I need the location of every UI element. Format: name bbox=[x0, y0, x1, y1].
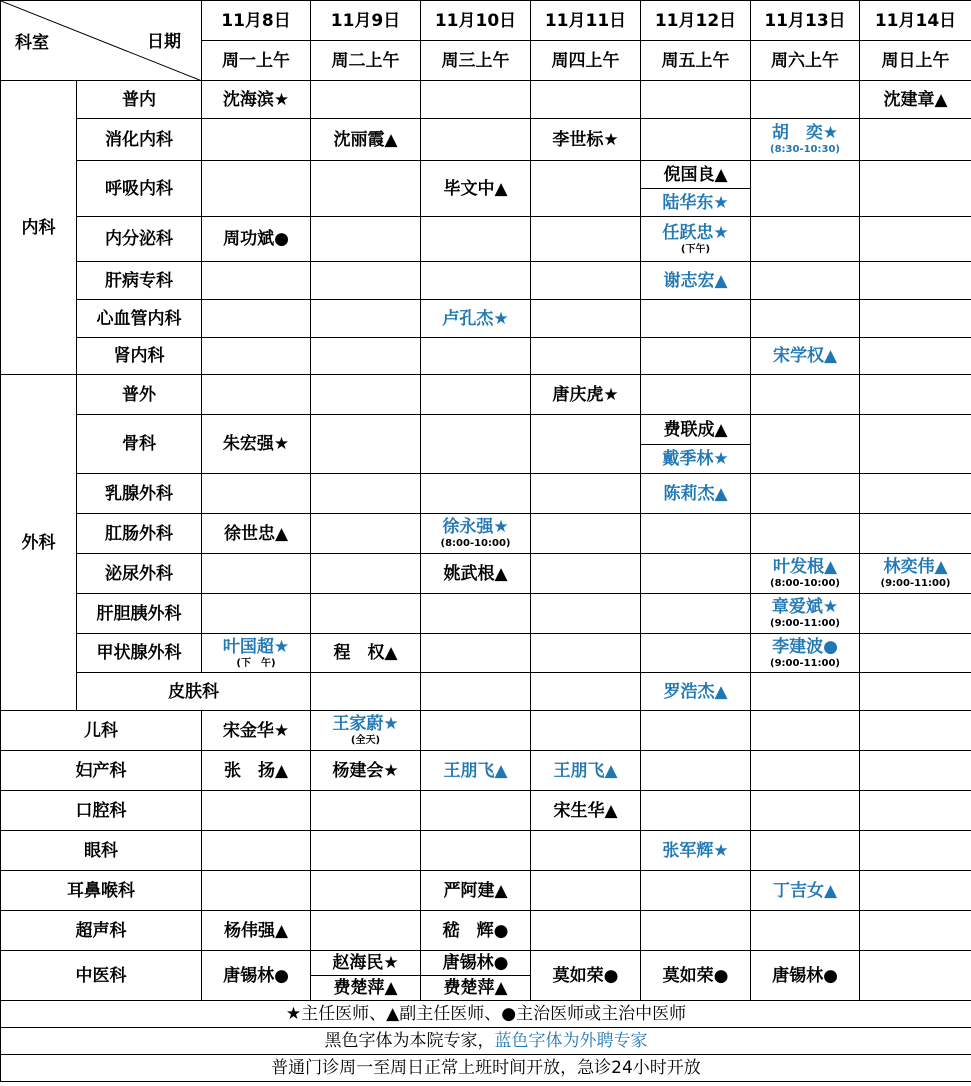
empty-cell bbox=[860, 711, 971, 751]
doctor-cell: 费联成▲ bbox=[641, 415, 751, 445]
doctor-cell: 倪国良▲ bbox=[641, 161, 751, 189]
dept-label: 普外 bbox=[77, 375, 202, 415]
empty-cell bbox=[311, 673, 421, 711]
doctor-cell: 张军辉★ bbox=[641, 831, 751, 871]
doctor-cell: 王朋飞▲ bbox=[421, 751, 531, 791]
empty-cell bbox=[311, 871, 421, 911]
empty-cell bbox=[202, 554, 311, 594]
empty-cell bbox=[641, 119, 751, 161]
doctor-cell: 陈莉杰▲ bbox=[641, 474, 751, 514]
day-header: 周一上午 bbox=[202, 41, 311, 81]
empty-cell bbox=[531, 81, 641, 119]
dept-label: 乳腺外科 bbox=[77, 474, 202, 514]
empty-cell bbox=[641, 871, 751, 911]
dept-label: 中医科 bbox=[1, 951, 202, 1001]
corner-header bbox=[1, 1, 202, 81]
dept-label: 泌尿外科 bbox=[77, 554, 202, 594]
doctor-name: 王家蔚★ bbox=[332, 714, 399, 734]
color-note-black: 黑色字体为本院专家， bbox=[324, 1031, 495, 1051]
dept-label: 内分泌科 bbox=[77, 217, 202, 262]
doctor-cell: 程 权▲ bbox=[311, 634, 421, 673]
empty-cell bbox=[311, 161, 421, 217]
empty-cell bbox=[311, 81, 421, 119]
empty-cell bbox=[860, 262, 971, 300]
time-note: (8:00-10:00) bbox=[440, 538, 511, 549]
empty-cell bbox=[531, 161, 641, 217]
date-header: 11月10日 bbox=[421, 1, 531, 41]
doctor-cell bbox=[202, 634, 311, 673]
doctor-cell bbox=[860, 554, 971, 594]
day-header: 周日上午 bbox=[860, 41, 971, 81]
corner-date-label: 日期 bbox=[147, 32, 181, 52]
empty-cell bbox=[751, 415, 860, 474]
empty-cell bbox=[202, 338, 311, 375]
empty-cell bbox=[311, 415, 421, 474]
empty-cell bbox=[531, 871, 641, 911]
dept-label: 普内 bbox=[77, 81, 202, 119]
doctor-cell: 王朋飞▲ bbox=[531, 751, 641, 791]
day-header: 周二上午 bbox=[311, 41, 421, 81]
doctor-cell: 徐世忠▲ bbox=[202, 514, 311, 554]
doctor-cell: 陆华东★ bbox=[641, 189, 751, 217]
empty-cell bbox=[860, 514, 971, 554]
empty-cell bbox=[860, 474, 971, 514]
empty-cell bbox=[311, 831, 421, 871]
day-header: 周三上午 bbox=[421, 41, 531, 81]
doctor-cell: 李世标★ bbox=[531, 119, 641, 161]
empty-cell bbox=[421, 474, 531, 514]
empty-cell bbox=[641, 514, 751, 554]
empty-cell bbox=[531, 474, 641, 514]
empty-cell bbox=[641, 300, 751, 338]
day-header: 周五上午 bbox=[641, 41, 751, 81]
dept-label: 肛肠外科 bbox=[77, 514, 202, 554]
doctor-name: 徐永强★ bbox=[442, 517, 509, 537]
empty-cell bbox=[641, 554, 751, 594]
doctor-cell: 宋学权▲ bbox=[751, 338, 860, 375]
doctor-name: 任跃忠★ bbox=[662, 222, 729, 243]
empty-cell bbox=[311, 375, 421, 415]
date-header: 11月11日 bbox=[531, 1, 641, 41]
hours-note: 普通门诊周一至周日正常上班时间开放，急诊24小时开放 bbox=[1, 1055, 971, 1082]
dept-label: 皮肤科 bbox=[77, 673, 311, 711]
time-note: (下午) bbox=[680, 243, 711, 255]
empty-cell bbox=[751, 262, 860, 300]
empty-cell bbox=[421, 262, 531, 300]
doctor-cell bbox=[641, 217, 751, 262]
empty-cell bbox=[751, 81, 860, 119]
doctor-cell: 唐锡林● bbox=[202, 951, 311, 1001]
empty-cell bbox=[202, 262, 311, 300]
doctor-cell: 杨建会★ bbox=[311, 751, 421, 791]
dept-label: 妇产科 bbox=[1, 751, 202, 791]
corner-dept-label: 科室 bbox=[15, 33, 49, 53]
empty-cell bbox=[531, 262, 641, 300]
doctor-cell bbox=[751, 634, 860, 673]
empty-cell bbox=[421, 81, 531, 119]
empty-cell bbox=[641, 634, 751, 673]
doctor-cell: 姚武根▲ bbox=[421, 554, 531, 594]
time-note: (全天) bbox=[350, 735, 381, 746]
empty-cell bbox=[751, 711, 860, 751]
doctor-cell: 丁吉女▲ bbox=[751, 871, 860, 911]
empty-cell bbox=[641, 751, 751, 791]
empty-cell bbox=[202, 594, 311, 634]
date-header: 11月14日 bbox=[860, 1, 971, 41]
dept-label: 眼科 bbox=[1, 831, 202, 871]
doctor-cell bbox=[751, 594, 860, 634]
doctor-name: 章爱斌★ bbox=[771, 597, 839, 617]
empty-cell bbox=[641, 791, 751, 831]
empty-cell bbox=[202, 871, 311, 911]
doctor-cell: 宋生华▲ bbox=[531, 791, 641, 831]
empty-cell bbox=[202, 161, 311, 217]
empty-cell bbox=[421, 673, 531, 711]
empty-cell bbox=[751, 161, 860, 217]
doctor-cell: 毕文中▲ bbox=[421, 161, 531, 217]
doctor-name: 林奕伟▲ bbox=[883, 557, 948, 577]
doctor-name: 胡 奕★ bbox=[771, 123, 839, 143]
dept-label: 肾内科 bbox=[77, 338, 202, 375]
empty-cell bbox=[421, 338, 531, 375]
dept-label: 肝胆胰外科 bbox=[77, 594, 202, 634]
group-label-internal: 内科 bbox=[1, 81, 77, 375]
doctor-cell: 唐锡林● bbox=[421, 951, 531, 976]
empty-cell bbox=[421, 634, 531, 673]
time-note: (9:00-11:00) bbox=[770, 618, 840, 629]
empty-cell bbox=[751, 673, 860, 711]
group-label-surgery: 外科 bbox=[1, 375, 77, 711]
empty-cell bbox=[860, 951, 971, 1001]
doctor-cell: 周功斌● bbox=[202, 217, 311, 262]
empty-cell bbox=[860, 831, 971, 871]
empty-cell bbox=[751, 791, 860, 831]
empty-cell bbox=[860, 217, 971, 262]
date-header: 11月12日 bbox=[641, 1, 751, 41]
empty-cell bbox=[311, 554, 421, 594]
empty-cell bbox=[641, 338, 751, 375]
doctor-cell: 罗浩杰▲ bbox=[641, 673, 751, 711]
empty-cell bbox=[860, 119, 971, 161]
empty-cell bbox=[641, 711, 751, 751]
doctor-cell: 戴季林★ bbox=[641, 445, 751, 474]
empty-cell bbox=[531, 300, 641, 338]
doctor-name: 叶发根▲ bbox=[772, 557, 838, 577]
doctor-cell: 严阿建▲ bbox=[421, 871, 531, 911]
empty-cell bbox=[531, 415, 641, 474]
time-note: (下 午) bbox=[236, 657, 276, 669]
empty-cell bbox=[641, 911, 751, 951]
doctor-cell: 朱宏强★ bbox=[202, 415, 311, 474]
empty-cell bbox=[751, 300, 860, 338]
empty-cell bbox=[421, 119, 531, 161]
doctor-cell: 莫如荣● bbox=[531, 951, 641, 1001]
empty-cell bbox=[202, 119, 311, 161]
day-header: 周六上午 bbox=[751, 41, 860, 81]
doctor-cell bbox=[421, 514, 531, 554]
empty-cell bbox=[202, 300, 311, 338]
empty-cell bbox=[311, 262, 421, 300]
doctor-cell: 沈海滨★ bbox=[202, 81, 311, 119]
empty-cell bbox=[860, 300, 971, 338]
time-note: (8:00-10:00) bbox=[770, 578, 840, 589]
dept-label: 耳鼻喉科 bbox=[1, 871, 202, 911]
legend-note: ★主任医师、▲副主任医师、●主治医师或主治中医师 bbox=[1, 1001, 971, 1028]
doctor-cell bbox=[751, 119, 860, 161]
empty-cell bbox=[860, 161, 971, 217]
doctor-cell: 费楚萍▲ bbox=[311, 976, 421, 1001]
empty-cell bbox=[311, 338, 421, 375]
color-note-blue: 蓝色字体为外聘专家 bbox=[494, 1031, 648, 1051]
doctor-cell: 卢孔杰★ bbox=[421, 300, 531, 338]
empty-cell bbox=[311, 474, 421, 514]
empty-cell bbox=[751, 751, 860, 791]
empty-cell bbox=[311, 217, 421, 262]
empty-cell bbox=[860, 911, 971, 951]
dept-label: 消化内科 bbox=[77, 119, 202, 161]
dept-label: 骨科 bbox=[77, 415, 202, 474]
dept-label: 呼吸内科 bbox=[77, 161, 202, 217]
empty-cell bbox=[751, 474, 860, 514]
empty-cell bbox=[751, 514, 860, 554]
empty-cell bbox=[311, 300, 421, 338]
doctor-cell: 宋金华★ bbox=[202, 711, 311, 751]
time-note: (9:00-11:00) bbox=[770, 657, 840, 669]
empty-cell bbox=[311, 911, 421, 951]
empty-cell bbox=[641, 81, 751, 119]
empty-cell bbox=[641, 594, 751, 634]
empty-cell bbox=[202, 375, 311, 415]
doctor-cell: 沈建章▲ bbox=[860, 81, 971, 119]
dept-label: 肝病专科 bbox=[77, 262, 202, 300]
empty-cell bbox=[421, 217, 531, 262]
color-note bbox=[1, 1028, 971, 1055]
dept-label: 超声科 bbox=[1, 911, 202, 951]
empty-cell bbox=[531, 338, 641, 375]
empty-cell bbox=[860, 634, 971, 673]
empty-cell bbox=[421, 415, 531, 474]
doctor-cell: 赵海民★ bbox=[311, 951, 421, 976]
empty-cell bbox=[860, 338, 971, 375]
empty-cell bbox=[311, 594, 421, 634]
empty-cell bbox=[421, 594, 531, 634]
empty-cell bbox=[531, 554, 641, 594]
doctor-cell: 谢志宏▲ bbox=[641, 262, 751, 300]
empty-cell bbox=[531, 911, 641, 951]
doctor-name: 李建波● bbox=[772, 636, 838, 657]
time-note: (9:00-11:00) bbox=[880, 578, 951, 589]
empty-cell bbox=[751, 911, 860, 951]
empty-cell bbox=[531, 711, 641, 751]
empty-cell bbox=[860, 594, 971, 634]
time-note: (8:30-10:30) bbox=[770, 144, 840, 155]
doctor-cell: 唐庆虎★ bbox=[531, 375, 641, 415]
empty-cell bbox=[531, 831, 641, 871]
empty-cell bbox=[311, 514, 421, 554]
doctor-name: 叶国超★ bbox=[222, 636, 290, 657]
doctor-cell: 唐锡林● bbox=[751, 951, 860, 1001]
empty-cell bbox=[421, 791, 531, 831]
doctor-cell bbox=[311, 711, 421, 751]
date-header: 11月9日 bbox=[311, 1, 421, 41]
empty-cell bbox=[421, 711, 531, 751]
empty-cell bbox=[860, 673, 971, 711]
empty-cell bbox=[421, 831, 531, 871]
empty-cell bbox=[641, 375, 751, 415]
doctor-cell: 沈丽霞▲ bbox=[311, 119, 421, 161]
empty-cell bbox=[531, 634, 641, 673]
empty-cell bbox=[860, 791, 971, 831]
empty-cell bbox=[311, 791, 421, 831]
empty-cell bbox=[860, 871, 971, 911]
date-header: 11月13日 bbox=[751, 1, 860, 41]
doctor-cell: 张 扬▲ bbox=[202, 751, 311, 791]
empty-cell bbox=[202, 474, 311, 514]
empty-cell bbox=[751, 217, 860, 262]
day-header: 周四上午 bbox=[531, 41, 641, 81]
doctor-cell: 莫如荣● bbox=[641, 951, 751, 1001]
empty-cell bbox=[860, 375, 971, 415]
doctor-cell: 费楚萍▲ bbox=[421, 976, 531, 1001]
date-header: 11月8日 bbox=[202, 1, 311, 41]
empty-cell bbox=[751, 831, 860, 871]
empty-cell bbox=[751, 375, 860, 415]
empty-cell bbox=[860, 751, 971, 791]
empty-cell bbox=[531, 594, 641, 634]
empty-cell bbox=[531, 673, 641, 711]
empty-cell bbox=[202, 831, 311, 871]
empty-cell bbox=[531, 514, 641, 554]
empty-cell bbox=[531, 217, 641, 262]
doctor-cell: 嵇 辉● bbox=[421, 911, 531, 951]
dept-label: 儿科 bbox=[1, 711, 202, 751]
doctor-cell bbox=[751, 554, 860, 594]
dept-label: 心血管内科 bbox=[77, 300, 202, 338]
empty-cell bbox=[421, 375, 531, 415]
doctor-cell: 杨伟强▲ bbox=[202, 911, 311, 951]
dept-label: 口腔科 bbox=[1, 791, 202, 831]
empty-cell bbox=[860, 415, 971, 474]
dept-label: 甲状腺外科 bbox=[77, 634, 202, 673]
empty-cell bbox=[202, 791, 311, 831]
